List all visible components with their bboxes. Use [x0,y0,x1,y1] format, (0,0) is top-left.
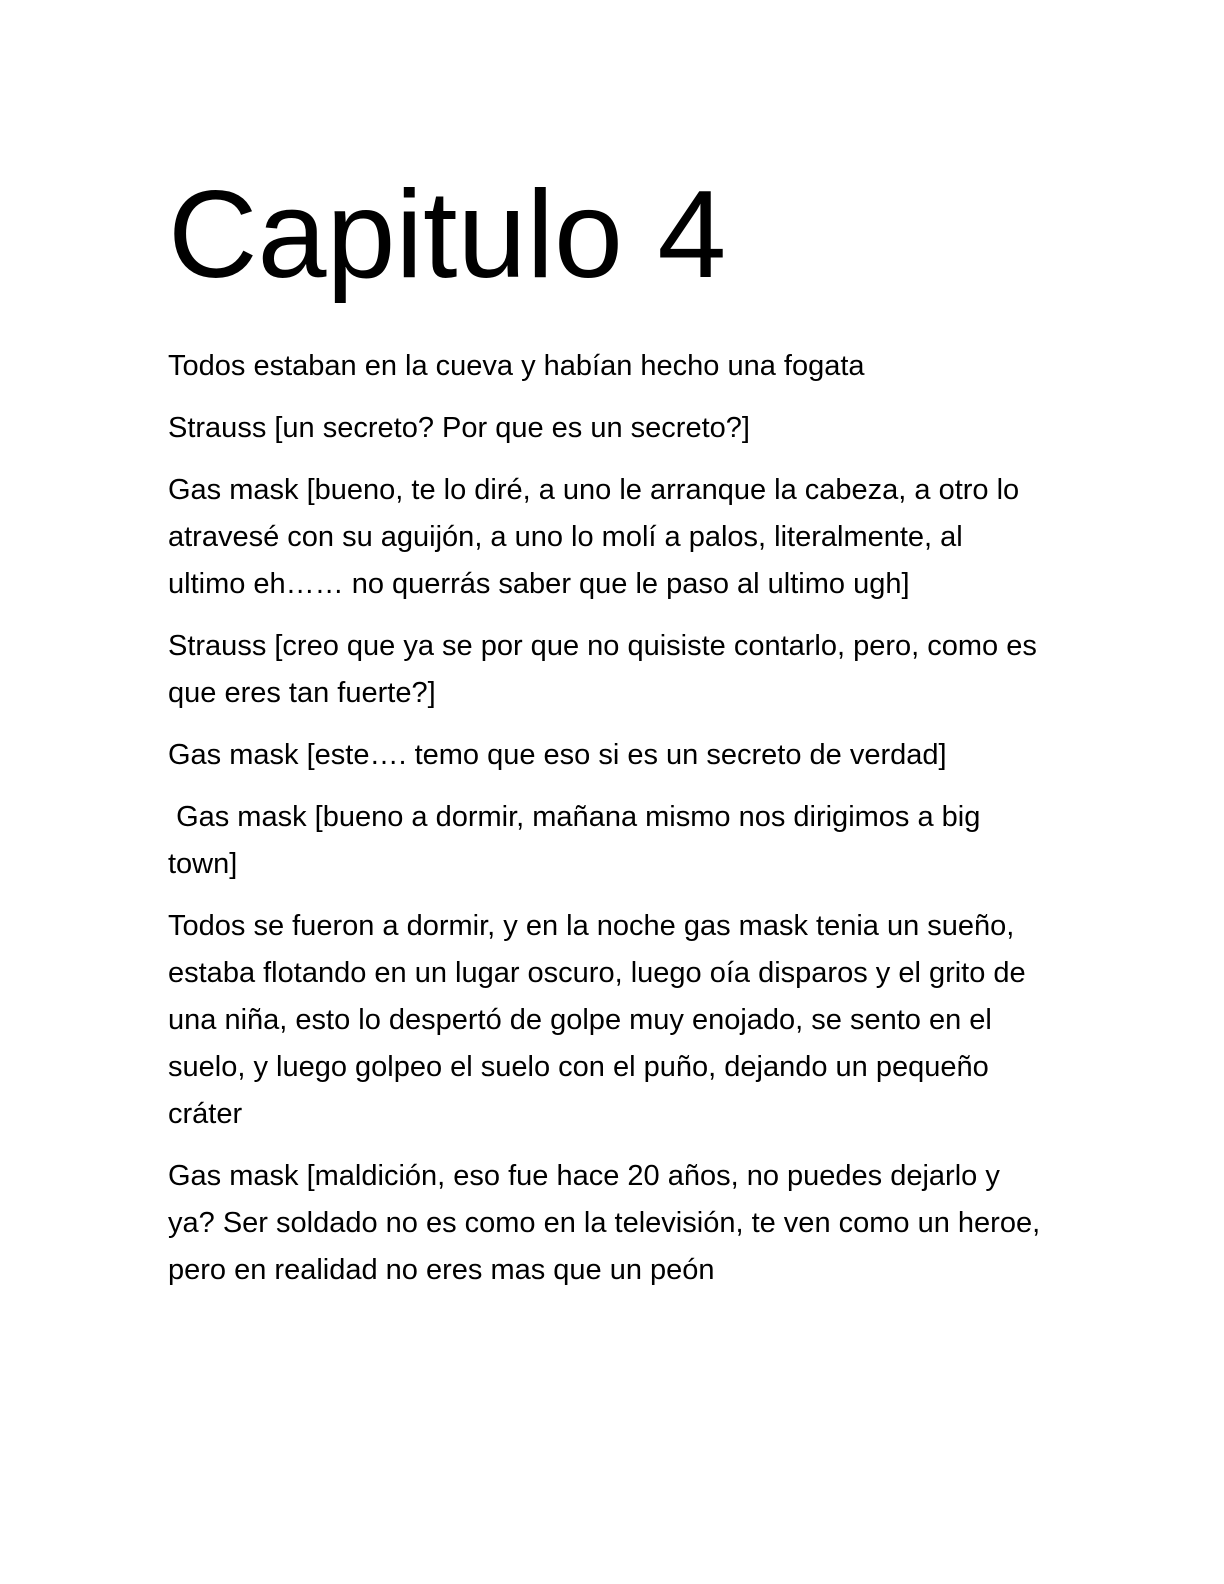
paragraph-strauss-secret: Strauss [un secreto? Por que es un secreto?] [168,412,750,444]
paragraph-gasmask-curse: Gas mask [maldición, eso fue hace 20 años, no puedes dejarlo y ya? Ser soldado no es como en la televisión, te ven como un heroe, pero en realidad no eres mas que un peón [168,1160,1049,1286]
paragraph-dream: Todos se fueron a dormir, y en la noche gas mask tenia un sueño, estaba flotando en un lugar oscuro, luego oía disparos y el grito de una niña, esto lo despertó de golpe muy enojado, se sento en el suelo, y luego golpeo el suelo con el puño, dejando un pequeño cráter [168,910,1034,1130]
paragraph-gasmask-story: Gas mask [bueno, te lo diré, a uno le arranque la cabeza, a otro lo atravesé con su aguijón, a uno lo molí a palos, literalmente, al ultimo eh…… no querrás saber que le paso al ultimo ugh] [168,474,1028,600]
paragraph-gasmask-secret: Gas mask [este…. temo que eso si es un secreto de verdad] [168,739,947,771]
page-content [168,160,1048,1309]
paragraph-cave-campfire: Todos estaban en la cueva y habían hecho una fogata [168,350,865,382]
chapter-title: Capitulo 4 [168,166,727,304]
paragraph-gasmask-sleep: Gas mask [bueno a dormir, mañana mismo nos dirigimos a big town] [168,801,989,880]
paragraph-strauss-question: Strauss [creo que ya se por que no quisiste contarlo, pero, como es que eres tan fuerte?] [168,630,1045,709]
